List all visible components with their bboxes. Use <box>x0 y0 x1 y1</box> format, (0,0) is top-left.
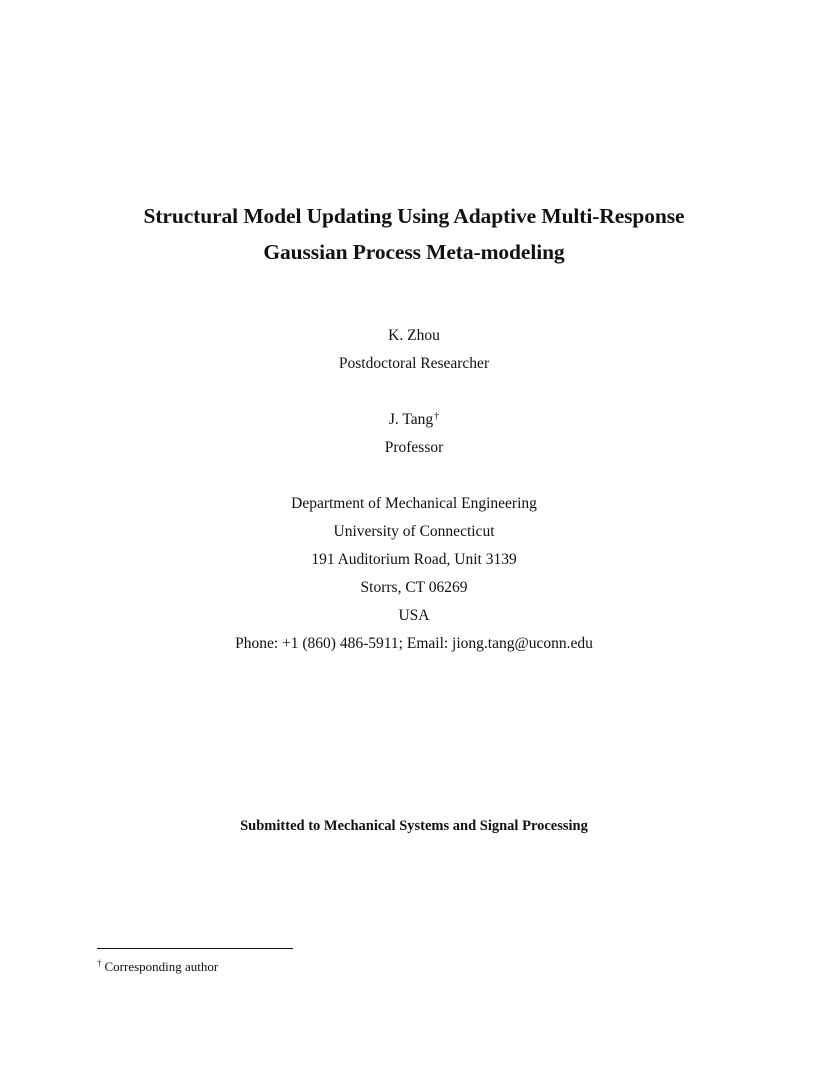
affiliation-street: 191 Auditorium Road, Unit 3139 <box>311 551 517 568</box>
title-line-2: Gaussian Process Meta-modeling <box>263 240 565 264</box>
affiliation-block <box>0 490 828 658</box>
affiliation-university: University of Connecticut <box>333 523 495 540</box>
affiliation-contact: Phone: +1 (860) 486-5911; Email: jiong.tang@uconn.edu <box>235 635 593 652</box>
title-line-1: Structural Model Updating Using Adaptive Multi-Response <box>143 204 685 228</box>
affiliation-city: Storrs, CT 06269 <box>360 579 468 596</box>
footnote <box>97 957 218 977</box>
corresponding-author-mark: † <box>434 410 440 422</box>
author-1-position: Postdoctoral Researcher <box>338 355 490 372</box>
affiliation-department: Department of Mechanical Engineering <box>291 495 537 512</box>
affiliation-country: USA <box>398 607 430 624</box>
footnote-mark: † <box>97 957 102 968</box>
author-1-block <box>0 322 828 378</box>
paper-title <box>0 198 828 270</box>
author-2-block <box>0 406 828 462</box>
footnote-divider <box>97 948 293 949</box>
author-2-name: J. Tang <box>388 411 434 428</box>
author-2-position: Professor <box>384 439 444 456</box>
author-1-name: K. Zhou <box>388 327 440 344</box>
submission-note: Submitted to Mechanical Systems and Signal Processing <box>240 818 588 834</box>
footnote-text: Corresponding author <box>104 959 219 974</box>
author-2-line <box>0 406 828 434</box>
